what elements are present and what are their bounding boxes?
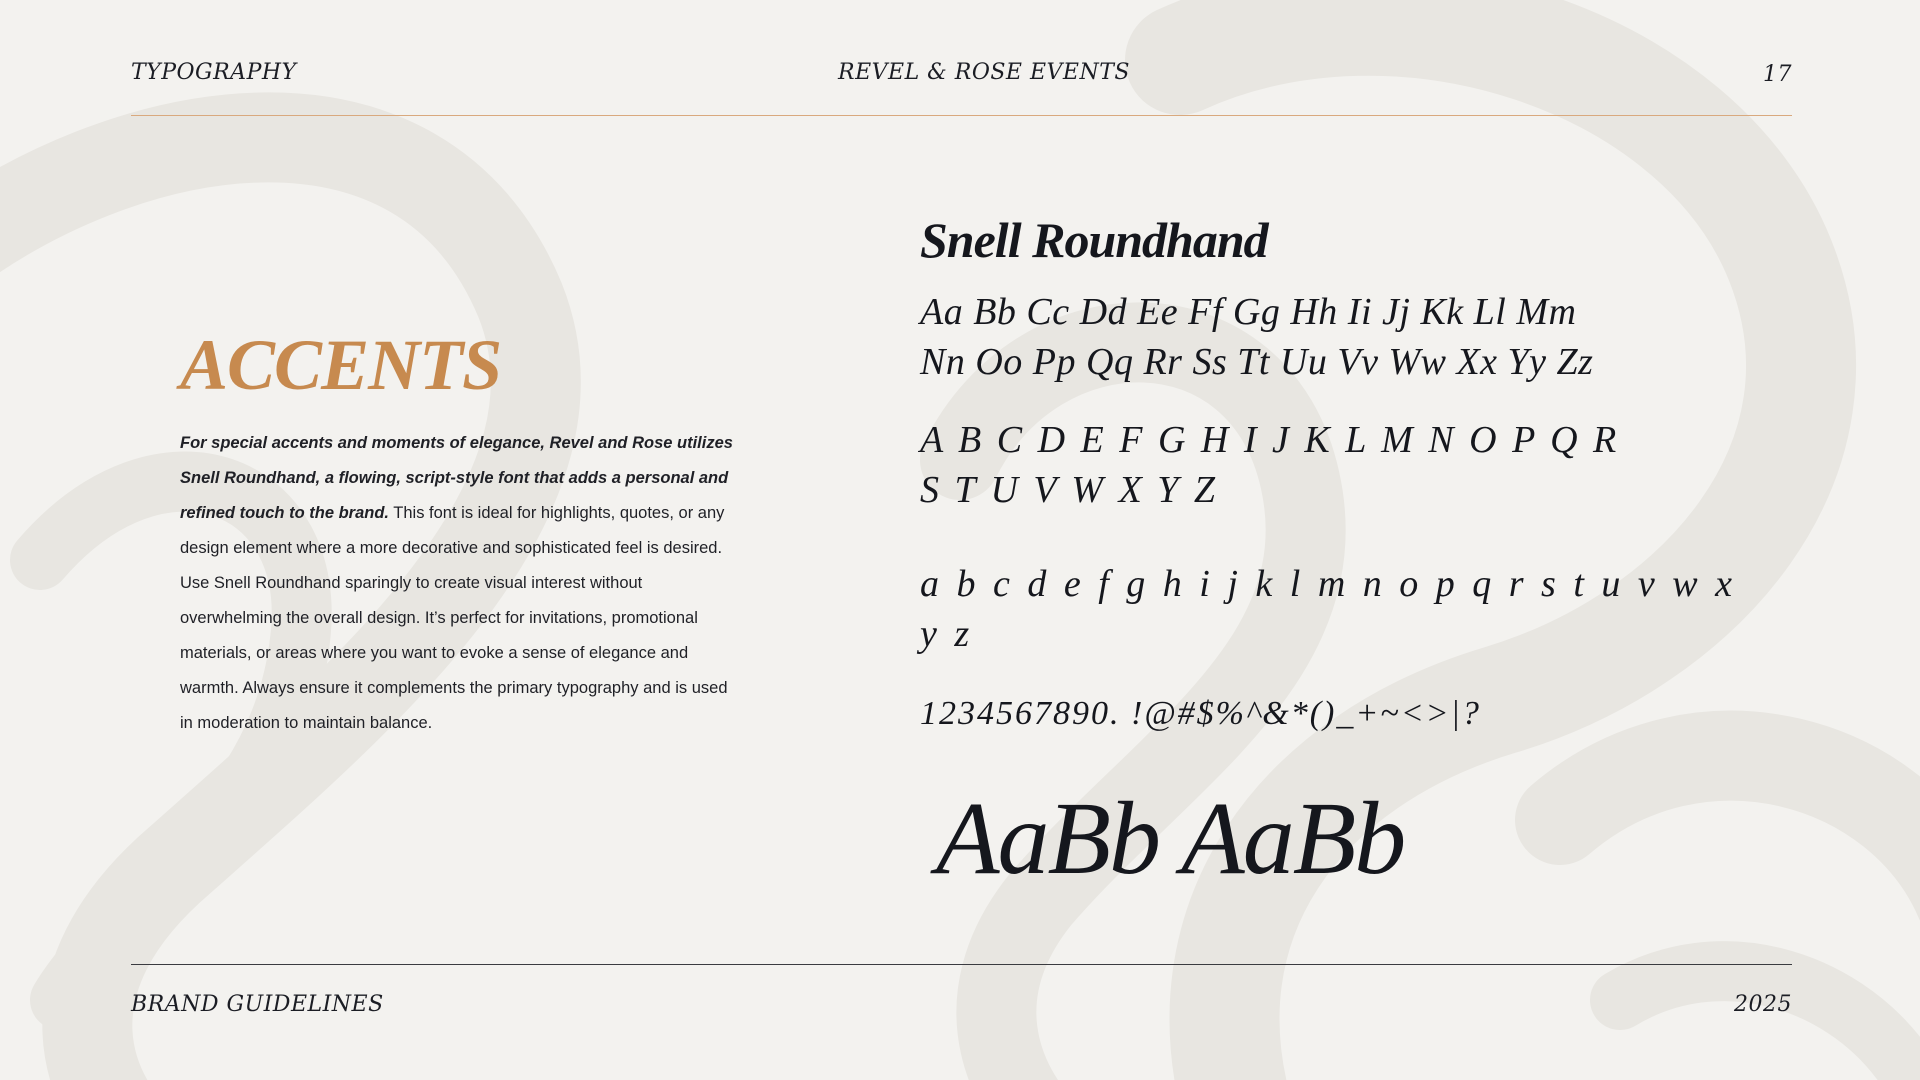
- glyph-pairs-block: [920, 287, 1740, 387]
- glyph-pairs-line-1: Aa Bb Cc Dd Ee Ff Gg Hh Ii Jj Kk Ll Mm: [920, 291, 1577, 333]
- footer-year: 2025: [1734, 992, 1792, 1017]
- font-name-heading: Snell Roundhand: [920, 212, 1268, 268]
- page-footer: [131, 964, 1792, 1024]
- page-number: 17: [1763, 62, 1792, 87]
- accents-description: [180, 426, 740, 741]
- accents-heading: ACCENTS: [180, 325, 502, 405]
- large-sample-text: AaBb AaBb: [936, 781, 1405, 896]
- uppercase-line-2: S T U V W X Y Z: [920, 469, 1219, 511]
- uppercase-glyphs-block: [920, 415, 1740, 515]
- font-specimen: [920, 205, 1740, 899]
- section-title: TYPOGRAPHY: [131, 60, 297, 85]
- uppercase-line-1: A B C D E F G H I J K L M N O P Q R: [920, 419, 1620, 461]
- footer-divider: [131, 964, 1792, 965]
- footer-label: BRAND GUIDELINES: [131, 992, 384, 1017]
- page-header: [131, 60, 1792, 116]
- accents-lead-text: For special accents and moments of elegance, Revel and Rose utilizes Snell Roundhand, a flowing, script-style font that adds a personal and refined touch to the brand.: [180, 434, 733, 522]
- header-divider: [131, 115, 1792, 116]
- brand-name: REVEL & ROSE EVENTS: [838, 60, 1130, 85]
- numbers-symbols: 1234567890. !@#$%^&*()_+~<>|?: [920, 695, 1481, 732]
- accents-section: [180, 322, 740, 741]
- glyph-pairs-line-2: Nn Oo Pp Qq Rr Ss Tt Uu Vv Ww Xx Yy Zz: [920, 341, 1594, 383]
- accents-body-text: This font is ideal for highlights, quotes, or any design element where a more decorative and sophisticated feel is desired. Use Snell Roundhand sparingly to create visual interest without overwhelming the overall design. It’s perfect for invitations, promotional materials, or areas where you want to evoke a sense of elegance and warmth. Always ensure it complements the primary typography and is used in moderation to maintain balance.: [180, 504, 728, 732]
- lowercase-glyphs: a b c d e f g h i j k l m n o p q r s t u v w x y z: [920, 563, 1736, 655]
